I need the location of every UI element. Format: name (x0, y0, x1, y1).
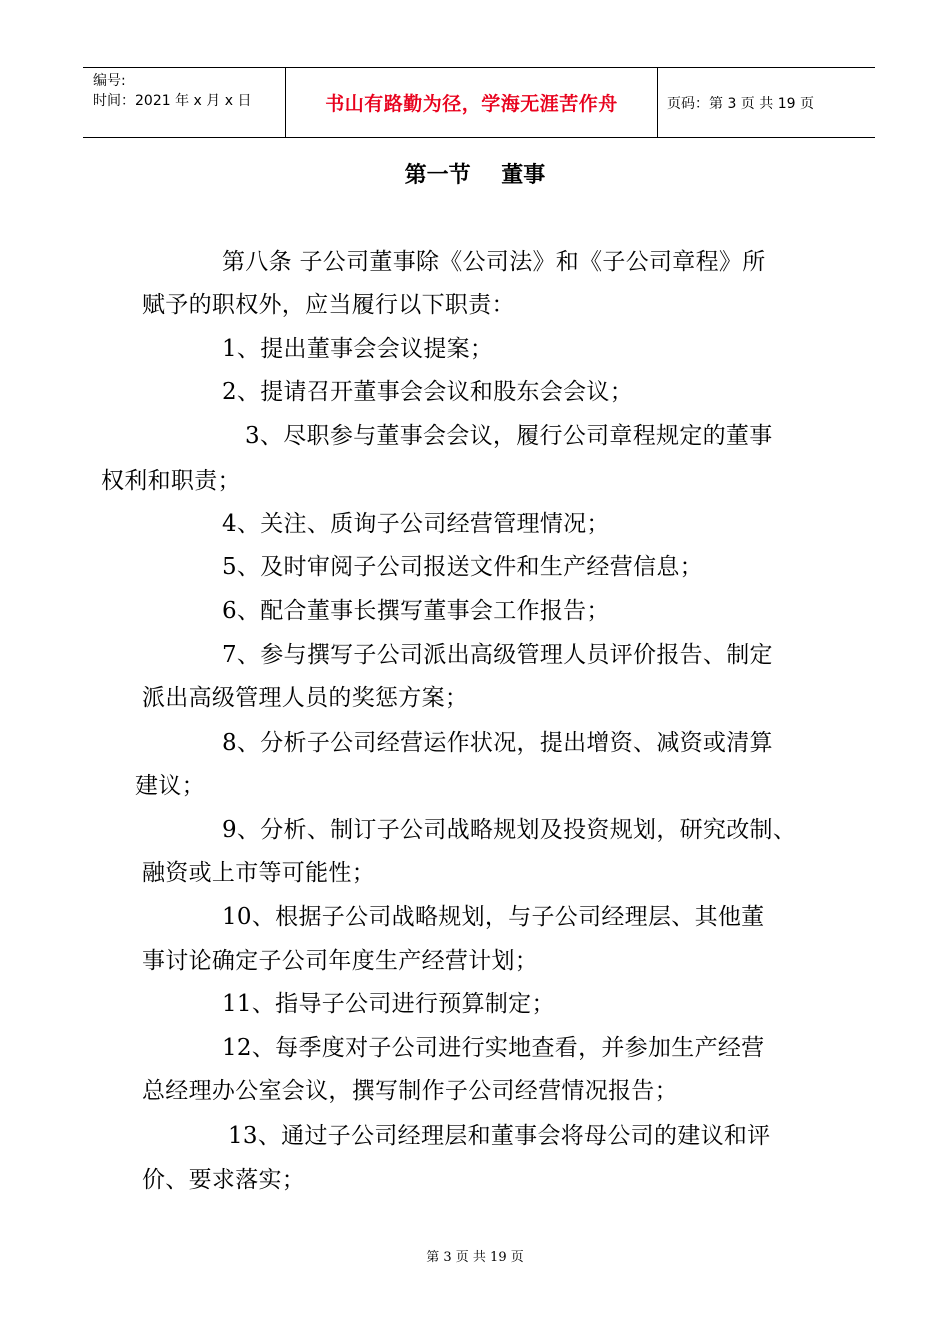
document-header (83, 67, 875, 138)
list-item: 4、关注、质询子公司经营管理情况； (222, 511, 610, 537)
list-item: 8、分析子公司经营运作状况，提出增资、减资或清算 (222, 730, 773, 756)
paragraph-line: 第八条 子公司董事除《公司法》和《子公司章程》所 (222, 249, 766, 275)
paragraph-line: 派出高级管理人员的奖惩方案； (142, 685, 469, 711)
paragraph-line: 融资或上市等可能性； (142, 860, 375, 886)
list-item: 5、及时审阅子公司报送文件和生产经营信息； (222, 554, 703, 580)
paragraph-line: 赋予的职权外，应当履行以下职责： (142, 292, 515, 318)
header-page-info: 页码：第 3 页 共 19 页 (667, 95, 814, 112)
header-page-cell (658, 68, 875, 137)
paragraph-line: 价、要求落实； (142, 1167, 306, 1193)
document-date: 时间：2021 年 x 月 x 日 (93, 93, 252, 109)
list-item: 10、根据子公司战略规划，与子公司经理层、其他董 (222, 904, 765, 930)
header-slogan: 书山有路勤为径，学海无涯苦作舟 (325, 93, 618, 115)
list-item: 11、指导子公司进行预算制定； (222, 991, 555, 1017)
paragraph-line: 权利和职责； (101, 468, 241, 494)
paragraph-line: 事讨论确定子公司年度生产经营计划； (142, 948, 539, 974)
header-slogan-cell (286, 68, 658, 137)
list-item: 9、分析、制订子公司战略规划及投资规划，研究改制、 (222, 817, 797, 843)
list-item: 7、参与撰写子公司派出高级管理人员评价报告、制定 (222, 642, 773, 668)
paragraph-line: 总经理办公室会议，撰写制作子公司经营情况报告； (142, 1078, 678, 1104)
page-footer: 第 3 页 共 19 页 (426, 1250, 524, 1265)
header-meta-cell (83, 68, 286, 137)
list-item: 2、提请召开董事会会议和股东会会议； (222, 379, 634, 405)
section-title: 第一节 董事 (404, 163, 546, 188)
list-item: 3、尽职参与董事会会议，履行公司章程规定的董事 (245, 423, 773, 449)
list-item: 13、通过子公司经理层和董事会将母公司的建议和评 (228, 1123, 771, 1149)
list-item: 1、提出董事会会议提案； (222, 336, 494, 362)
list-item: 6、配合董事长撰写董事会工作报告； (222, 598, 610, 624)
paragraph-line: 建议； (135, 773, 205, 799)
list-item: 12、每季度对子公司进行实地查看，并参加生产经营 (222, 1035, 765, 1061)
document-number-label: 编号: (93, 73, 126, 89)
